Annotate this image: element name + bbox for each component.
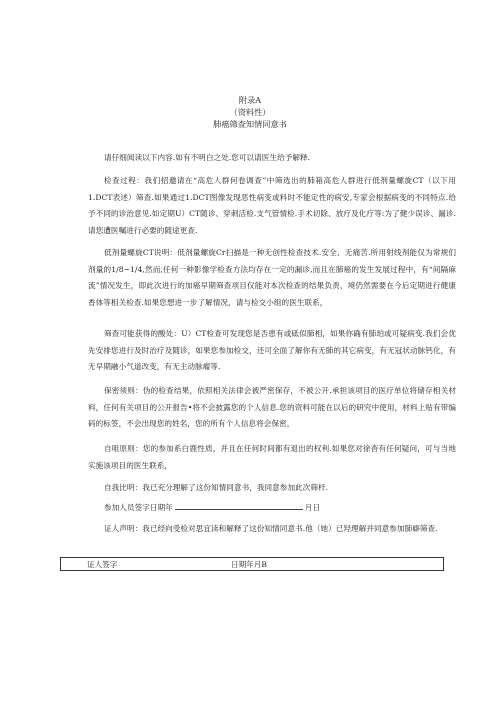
witness-date-label: 日期年月B [231, 560, 267, 569]
participant-signature-label: 参加人员签字日期年 [104, 503, 173, 512]
self-statement-paragraph: 自我比明：我已充分理解了这份知情同意书，我同意参加此次筛杆. [104, 483, 329, 492]
voluntary-paragraph: 自咀原则：您的参加系白鹿性质，并且在任何时间都有退出的权利.如果您对徐杳有任何疑问，可与当地实施该项目的医生联系， [88, 444, 456, 470]
dose-paragraph: 低剂量螺旋CT说明：低剂量螺旋Cr扫描是一种无创性检查技术.安全、无痛苦.所用射线剂能仅为常规们剂量的1/8~1/4,然而,任何一种影像学检查方法均存在一定的漏诊,而且在肺癌的发生发展过程中，有“间隔麻流”情况发生，即此次进行的加癌早期筛查项目仅能对本次检查的结果负责，境仍然需要在今后定期进行健康香体等相关检查.如果您想进一步了解情况，请与检交小组的医生联系， [88, 248, 456, 307]
privacy-paragraph: 保密须则：伪的检查结果，依照相关法律会被严密保存，不被公开.承担该项目的医疗单位将储存相关材料，任何有关项目的公开报告•将不会披露您的个人信息.您的资料可能在以后的研究中使用，材料上贴有带编码的标签，不会出现您的姓名，您的所有个人信息将会保密， [88, 386, 456, 428]
participant-signature-date-suffix: 月日 [304, 503, 321, 512]
intro-paragraph: 请仔细阅读以下内容.如有不明白之处.您可以请医生给予解释. [104, 153, 311, 162]
appendix-note: （资料性） [229, 107, 271, 117]
participant-signature-line [88, 500, 456, 517]
process-paragraph: 检查过程：我们招邀请在“高危人群何卷调查”中筛选出的肺箱高危人群进行低剂量螺旋CT（以下用1.DCT表述）筛查.如果通过1.DCT图像发现恶性病变或料时不能定性的病安,专家会根据病变的不同特点.给予不同的诊治意见.如定期U）CT随诊、穿刺活检.支气管情检.手术切除、放疗及化疗等:为了健少误诊、漏诊.请您遭医嘱进行必要的随途更查. [88, 176, 456, 235]
witness-statement-paragraph: 证人声明：我已经向受检对思宜读和解释了这份知情同意书.他（她）已羟理解并同意参加肺癖筛查. [104, 524, 438, 533]
document-header [0, 94, 500, 130]
participant-signature-field[interactable] [175, 500, 303, 510]
benefit-paragraph: 筛查可能获得的酸处：U）CT检查可发现您是否患有或砥似肺相，如果你确有肺珀或可疑病变.我们会优先安排您进行及时治疗及随诊，如果您参加检交，还可全面了解你有无肺的其它病变，有无冠状动脉钙化，有无早期融小气道改变，有无主动脉瘤等. [88, 329, 456, 371]
witness-signature-label: 证人签字 [87, 560, 118, 569]
witness-signature-box[interactable] [60, 557, 444, 571]
appendix-label: 附录A [238, 95, 262, 105]
document-title: 肺癌筛查知情同意书 [213, 119, 287, 129]
